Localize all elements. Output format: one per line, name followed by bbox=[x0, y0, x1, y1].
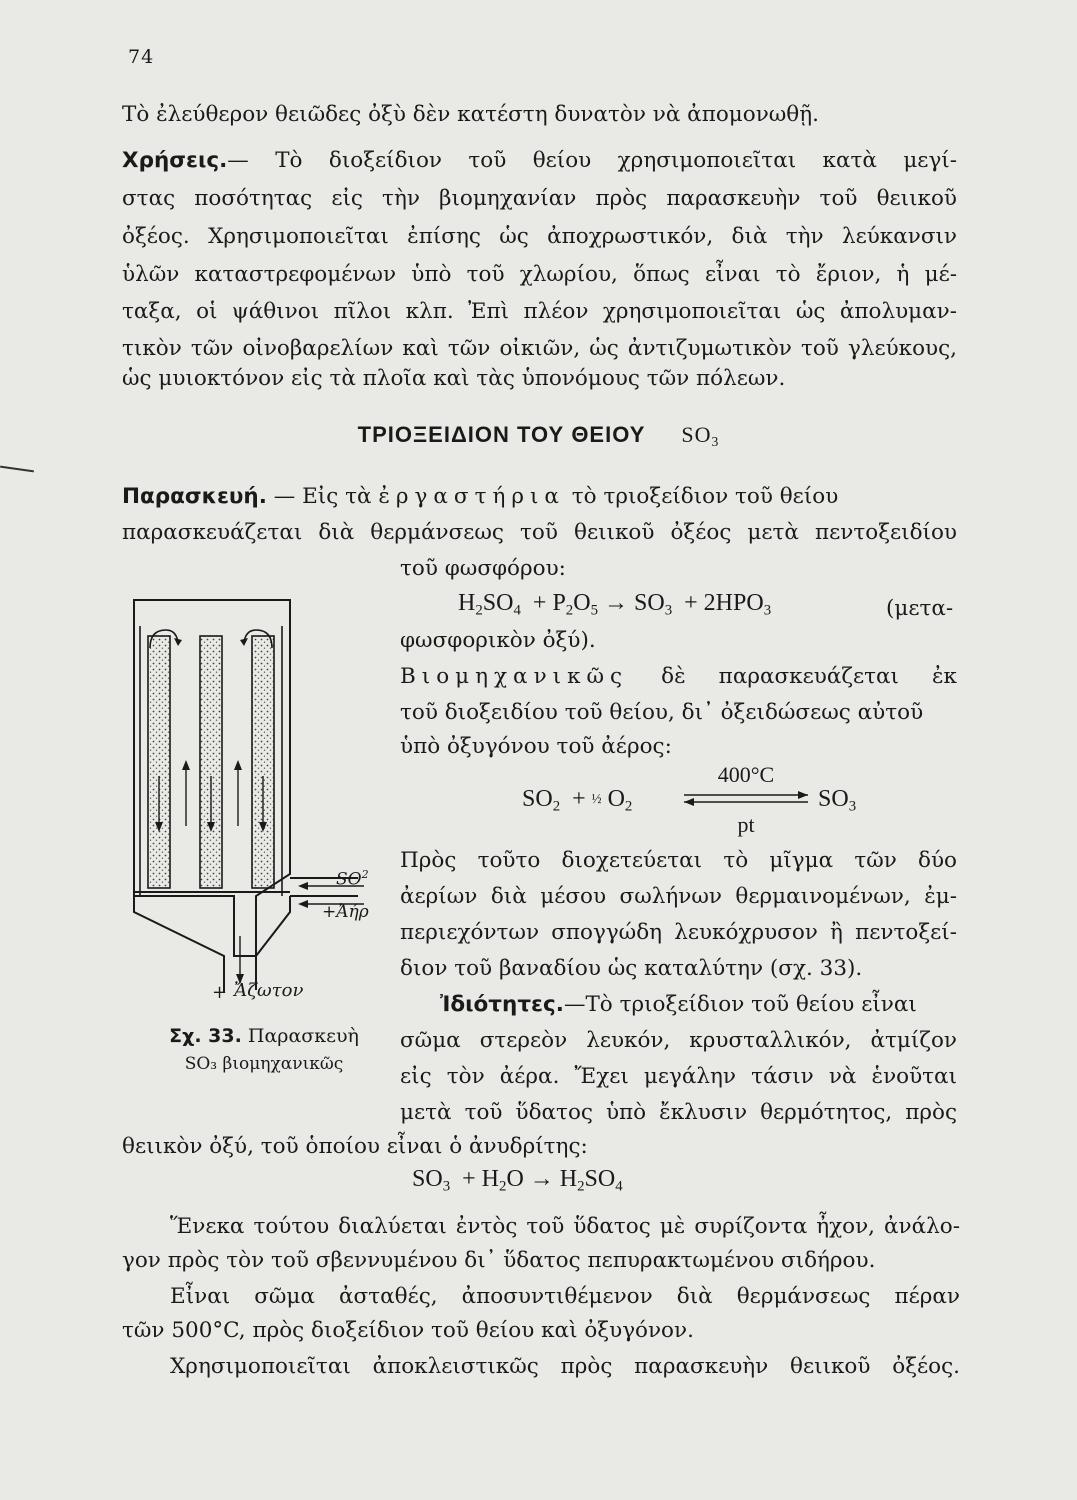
text-line: γον πρὸς τὸν τοῦ σβεννυμένου δι᾽ ὕδατος πεπυρακτωμένου σιδήρου. bbox=[122, 1248, 876, 1273]
text-line: στας ποσότητας εἰς τὴν βιομηχανίαν πρὸς παρασκευὴν τοῦ θειικοῦ bbox=[122, 186, 957, 211]
text-line: Χρήσεις.— Τὸ διοξείδιον τοῦ θείου χρησιμοποιεῖται κατὰ μεγί- bbox=[122, 148, 957, 173]
figure-caption: Σχ. 33. Παρασκευὴ bbox=[169, 1025, 359, 1047]
text-line: τοῦ φωσφόρου: bbox=[400, 556, 566, 581]
text-line: διον τοῦ βαναδίου ὡς καταλύτην (σχ. 33). bbox=[400, 956, 863, 981]
text-line: θειικὸν ὀξύ, τοῦ ὁποίου εἶναι ὁ ἀνυδρίτης: bbox=[122, 1134, 588, 1159]
text-line: ἀερίων διὰ μέσου σωλήνων θερμαινομένων, ἐμ- bbox=[400, 884, 957, 909]
text-line: ὀξέος. Χρησιμοποιεῖται ἐπίσης ὡς ἀποχρωστικόν, διὰ τὴν λεύκανσιν bbox=[122, 224, 957, 249]
section-heading: ΤΡΙΟΞΕΙΔΙΟΝ ΤΟΥ ΘΕΙΟΥ $SO_3$ bbox=[357, 422, 720, 450]
margin-mark bbox=[0, 466, 34, 473]
text-line: τῶν 500°C, πρὸς διοξείδιον τοῦ θείου καὶ ὀξυγόνον. bbox=[122, 1318, 694, 1343]
equation-3: $SO_3 + H_2O \to H_2SO_4$ bbox=[412, 1166, 623, 1195]
text-line: παρασκευάζεται διὰ θερμάνσεως τοῦ θειικοῦ ὀξέος μετὰ πεντοξειδίου bbox=[122, 520, 957, 545]
text-line: ὡς μυιοκτόνον εἰς τὰ πλοῖα καὶ τὰς ὑπονόμους τῶν πόλεων. bbox=[122, 366, 786, 391]
equation-1: $H_2SO_4 + P_2O_5 \to SO_3 + 2HPO_3$ bbox=[458, 590, 772, 619]
text-line: Βιομηχανικῶς δὲ παρασκευάζεται ἐκ bbox=[400, 664, 957, 689]
text-line: Τὸ ἐλεύθερον θειῶδες ὀξὺ δὲν κατέστη δυνατὸν νὰ ἀπομονωθῇ. bbox=[122, 102, 819, 127]
text-line: ταξα, οἱ ψάθινοι πῖλοι κλπ. Ἐπὶ πλέον χρησιμοποιεῖται ὡς ἀπολυμαν- bbox=[122, 299, 957, 324]
text-line: ὑλῶν καταστρεφομένων ὑπὸ τοῦ χλωρίου, ὅπως εἶναι τὸ ἔριον, ἡ μέ- bbox=[122, 262, 957, 287]
figure-caption-line2: SO₃ βιομηχανικῶς bbox=[184, 1054, 344, 1074]
label-air: +Ἀήρ bbox=[322, 902, 369, 922]
text-line: Ἰδιότητες.—Τὸ τριοξείδιον τοῦ θείου εἶναι bbox=[440, 992, 917, 1017]
label-so2: $SO^2$ bbox=[336, 868, 369, 890]
text-line: τικὸν τῶν οἰνοβαρελίων καὶ τῶν οἰκιῶν, ὡς ἀντιζυμωτικὸν τοῦ γλεύκους, bbox=[122, 336, 957, 361]
apparatus-diagram bbox=[128, 596, 398, 1016]
text-line: (μετα- bbox=[886, 596, 954, 621]
text-line: περιεχόντων σπογγώδη λευκόχρυσον ἢ πεντοξεί- bbox=[400, 920, 957, 945]
text-line: φωσφορικὸν ὀξύ). bbox=[400, 628, 596, 653]
reversible-arrow: 400°C pt bbox=[678, 762, 814, 842]
text-line: ὑπὸ ὀξυγόνου τοῦ ἀέρος: bbox=[400, 734, 672, 759]
text-line: Ἕνεκα τούτου διαλύεται ἐντὸς τοῦ ὕδατος μὲ συρίζοντα ἦχον, ἀνάλο- bbox=[170, 1214, 960, 1239]
label-nitrogen: Ἄζωτον bbox=[234, 980, 304, 1001]
text-line: τοῦ διοξειδίου τοῦ θείου, δι᾽ ὀξειδώσεως αὐτοῦ bbox=[400, 700, 924, 725]
figure-33 bbox=[128, 596, 398, 1016]
text-line: εἰς τὸν ἀέρα. Ἔχει μεγάλην τάσιν νὰ ἑνοῦται bbox=[400, 1064, 957, 1089]
section-label-properties: Ἰδιότητες. bbox=[440, 992, 564, 1017]
text-line: Χρησιμοποιεῖται ἀποκλειστικῶς πρὸς παρασκευὴν θειικοῦ ὀξέος. bbox=[170, 1354, 960, 1379]
text-line: σῶμα στερεὸν λευκόν, κρυσταλλικόν, ἀτμίζον bbox=[400, 1028, 957, 1053]
text-line: μετὰ τοῦ ὕδατος ὑπὸ ἔκλυσιν θερμότητος, πρὸς bbox=[400, 1100, 957, 1125]
section-label-preparation: Παρασκευή. bbox=[122, 484, 267, 509]
section-label-uses: Χρήσεις. bbox=[122, 148, 228, 173]
page-number: 74 bbox=[128, 46, 155, 68]
equation-2: $SO_2$ + ½ $O_2$ bbox=[522, 786, 633, 815]
equation-2-product: $SO_3$ bbox=[818, 786, 857, 815]
text-line: Παρασκευή. — Εἰς τὰ ἐργαστήρια τὸ τριοξείδιον τοῦ θείου bbox=[122, 484, 839, 509]
text-line: Εἶναι σῶμα ἀσταθές, ἀποσυντιθέμενον διὰ θερμάνσεως πέραν bbox=[170, 1284, 960, 1309]
label-plus: + bbox=[212, 982, 228, 1003]
text-line: Πρὸς τοῦτο διοχετεύεται τὸ μῖγμα τῶν δύο bbox=[400, 848, 957, 873]
